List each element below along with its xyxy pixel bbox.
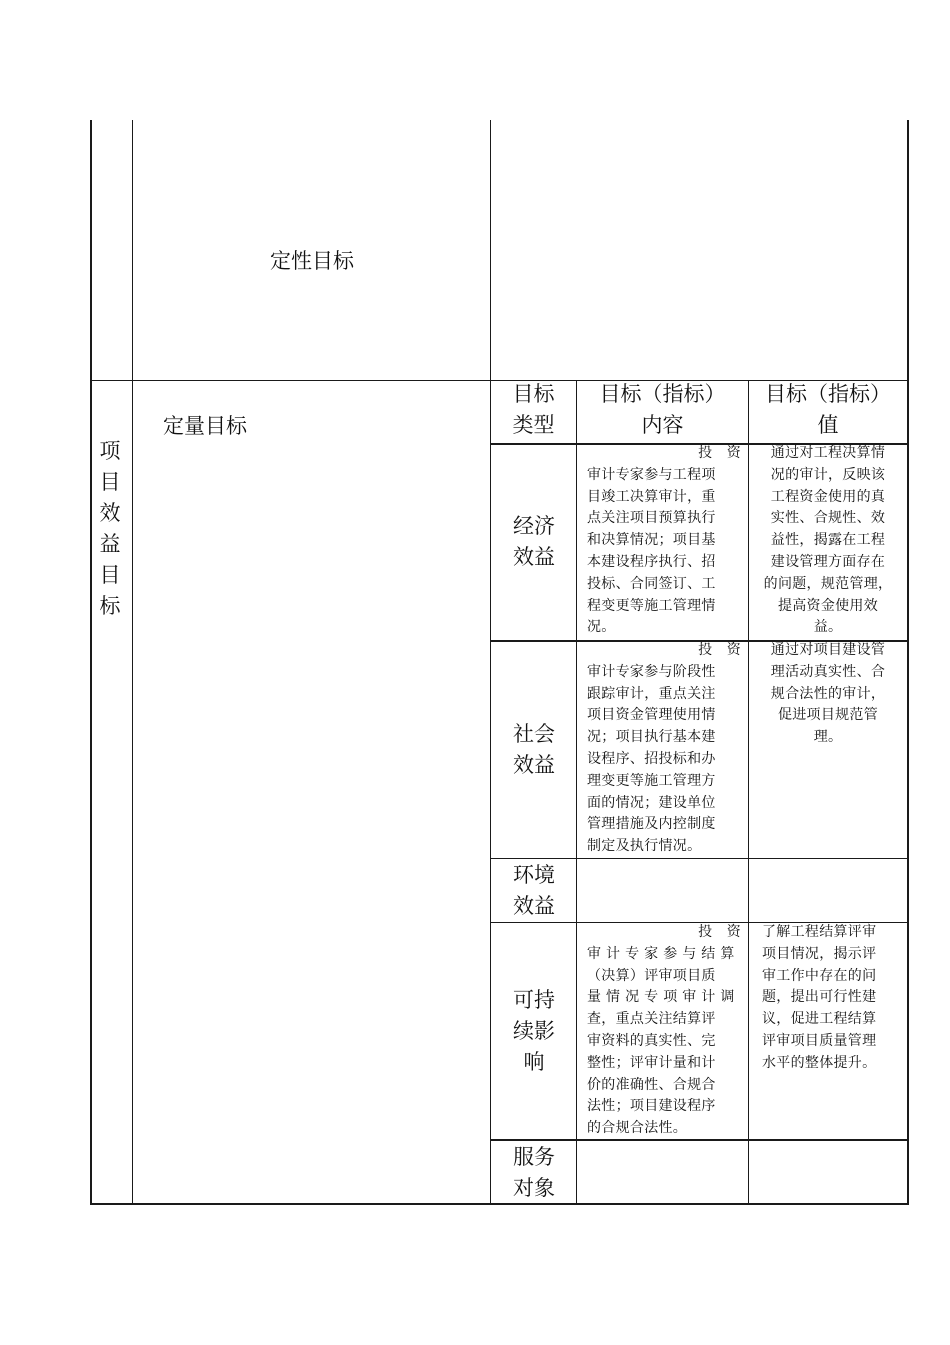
row-value-sustainable-impact: 了解工程结算评审 项目情况，揭示评 审工作中存在的问 题，提出可行性建 议，促进工程结算 评审项目质量管理 水平的整体提升。 (762, 924, 877, 1071)
section-char: 目 (99, 563, 121, 587)
row-type-environmental: 环境 效益 (513, 863, 555, 918)
row-type-economic: 经济 效益 (513, 514, 555, 569)
header-goal-type: 目标 类型 (512, 382, 555, 437)
section-char: 项 (99, 439, 121, 463)
table-divider-col4 (748, 380, 749, 1205)
table-border-left (90, 120, 92, 1205)
section-char: 目 (99, 470, 121, 494)
row-content-sustainable-impact: 投 资 审 计 专 家 参 与 结 算 （决算）评审项目质 量 情 况 专 项 审 计 调 查，重点关注结算评 审资料的真实性、完 整性；评审计量和计 价的准确性、合规合 法性；项目建设程序 的合规合法性。 (587, 924, 741, 1137)
row-content-social: 投 资 审计专家参与阶段性 跟踪审计，重点关注 项目资金管理使用情 况；项目执行基本建 设程序、招投标和办 理变更等施工管理方 面的情况；建设单位 管理措施及内控制度 制定及执行情况。 (587, 642, 741, 855)
table-border-right (907, 120, 909, 1205)
row-type-sustainable-impact: 可持 续影 响 (513, 988, 555, 1074)
table-rule-row2 (490, 858, 909, 859)
row-value-economic: 通过对工程决算情 况的审计，反映该 工程资金使用的真 实性、合规性、效 益性，揭露在工程 建设管理方面存在 的问题，规范管理， 提高资金使用效 益。 (763, 445, 893, 636)
header-goal-value: 目标（指标） 值 (765, 382, 891, 437)
section-char: 标 (99, 594, 121, 618)
row-value-social: 通过对项目建设管 理活动真实性、合 规合法性的审计， 促进项目规范管 理。 (770, 642, 886, 746)
section-char: 效 (99, 501, 121, 525)
header-goal-content: 目标（指标） 内容 (599, 382, 726, 437)
section-char: 益 (99, 532, 121, 556)
row-type-service-target: 服务 对象 (513, 1145, 555, 1200)
quantitative-goal-label: 定量目标 (163, 414, 247, 438)
row-type-social: 社会 效益 (513, 722, 555, 777)
table-divider-col1 (132, 120, 133, 1205)
table-divider-col3 (576, 380, 577, 1205)
row-content-economic: 投 资 审计专家参与工程项 目竣工决算审计，重 点关注项目预算执行 和决算情况；项目基 本建设程序执行、招 投标、合同签订、工 程变更等施工管理情 况。 (587, 445, 741, 636)
qualitative-goal-label: 定性目标 (270, 249, 354, 273)
section-label-vertical (90, 436, 130, 622)
